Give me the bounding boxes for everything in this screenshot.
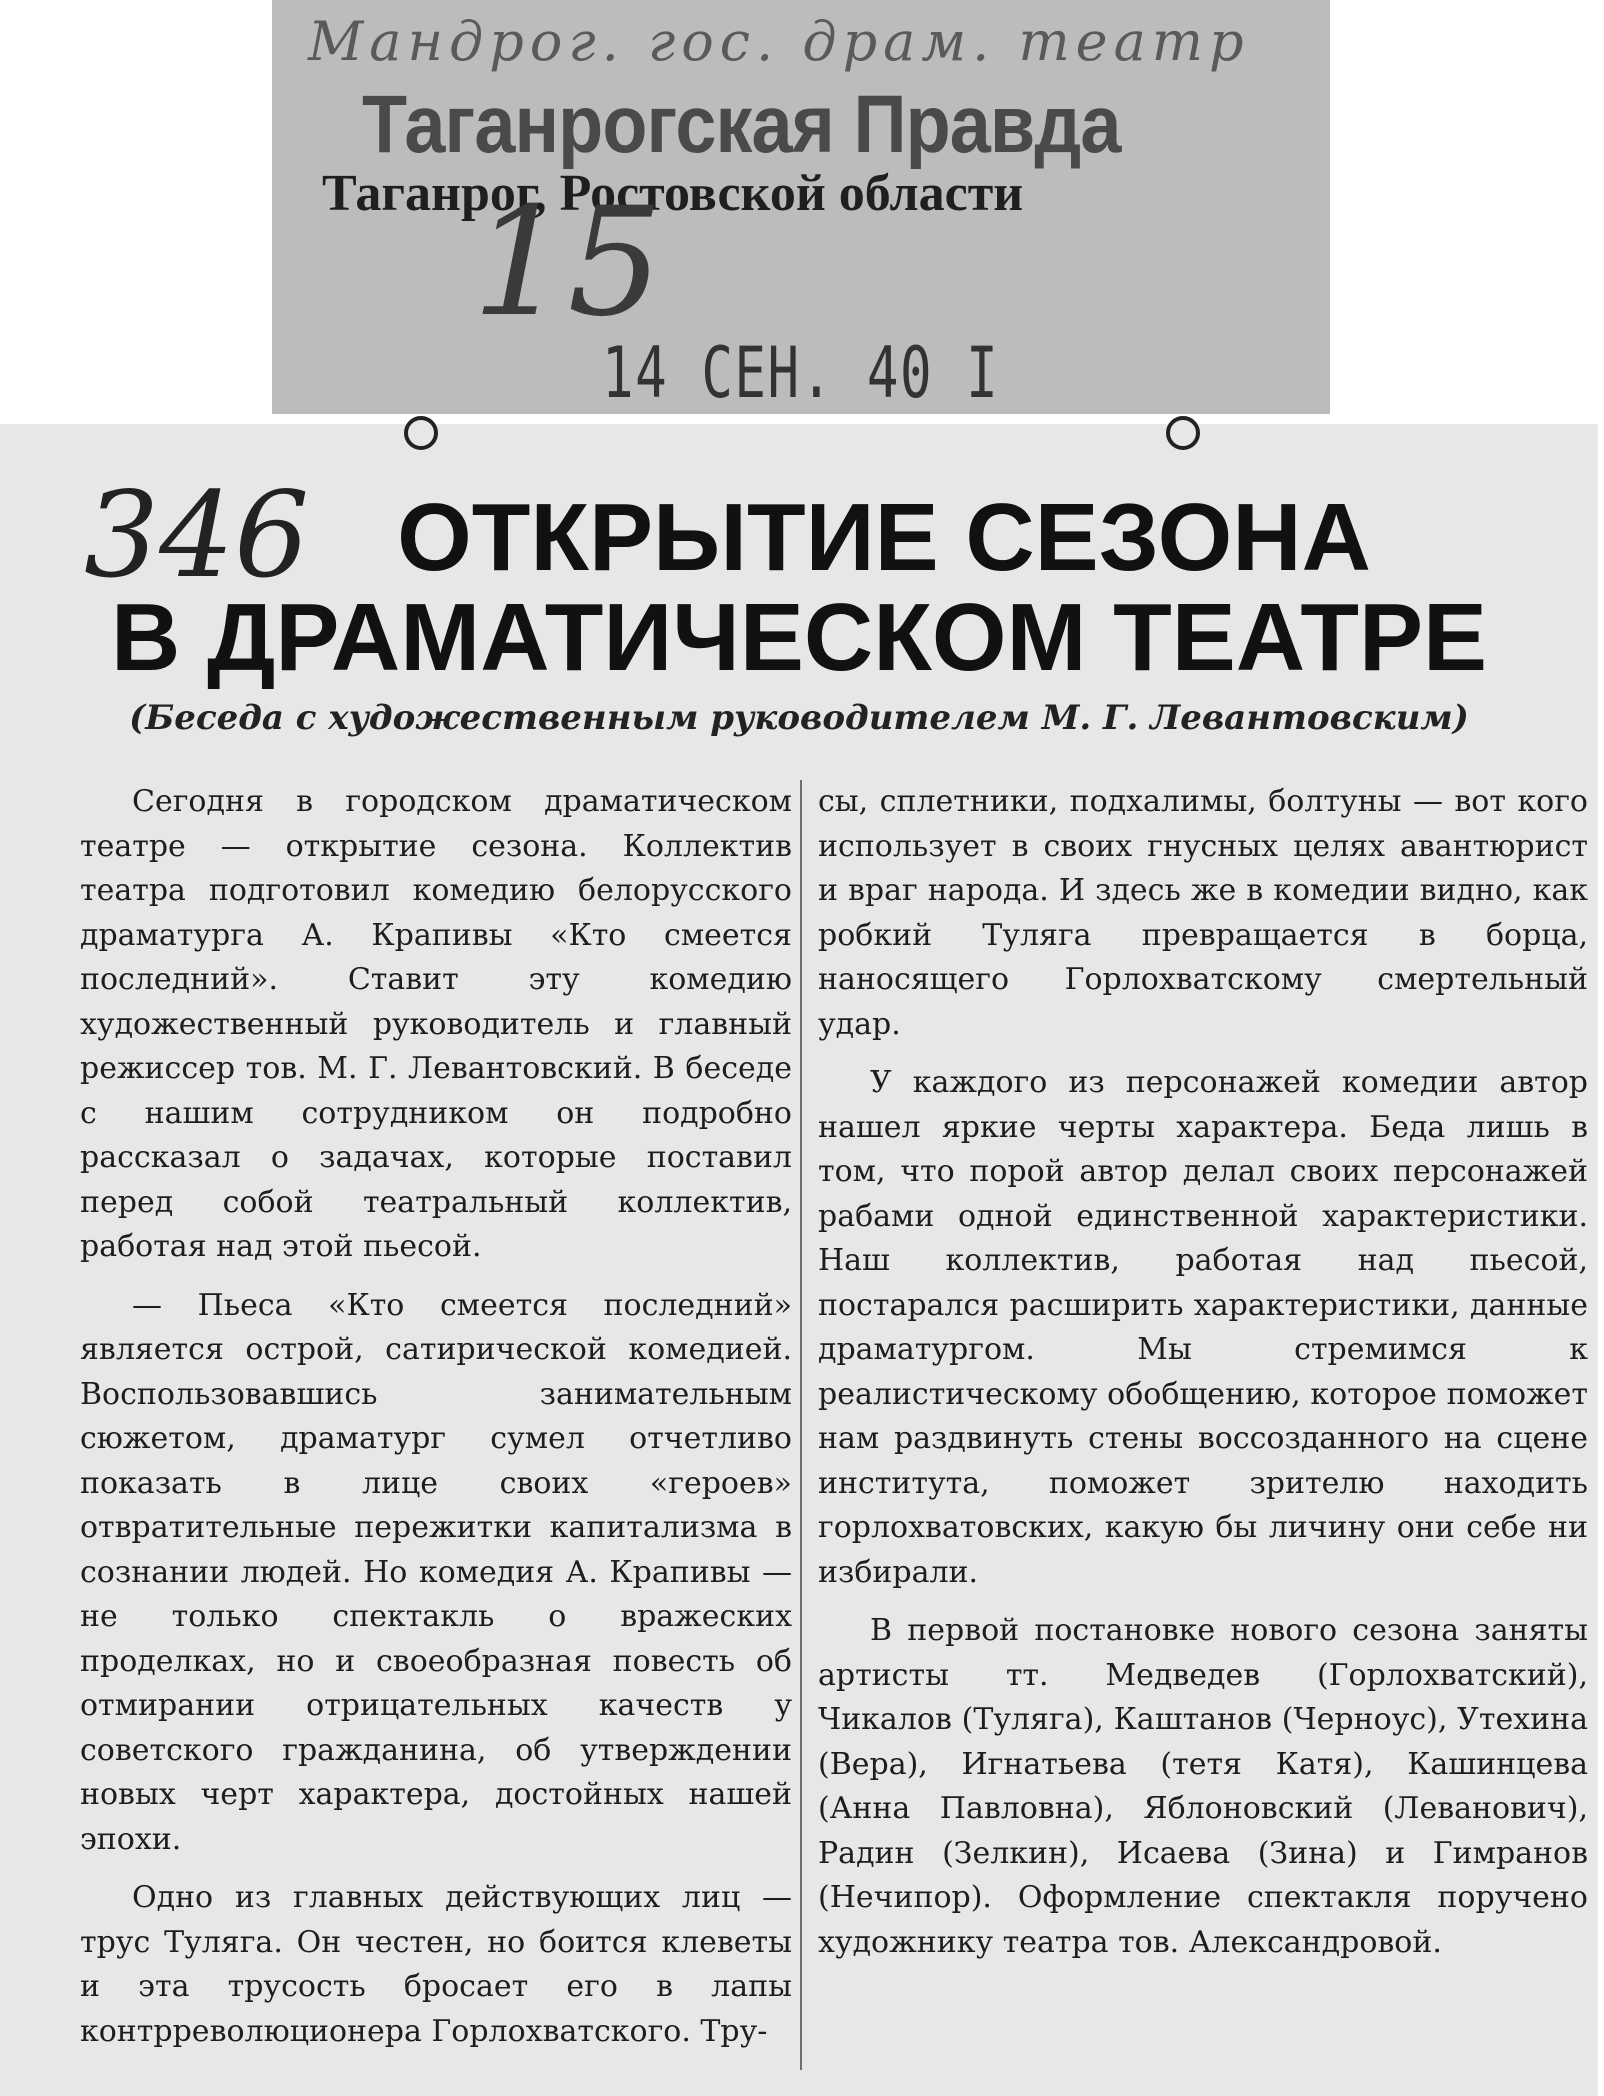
headline-line-2: В ДРАМАТИЧЕСКОМ ТЕАТРЕ (110, 584, 1488, 691)
article-clipping (0, 424, 1598, 2096)
paragraph: — Пьеса «Кто смеется последний» является острой, сатирической комедией. Воспользовавшись занимательным сюжетом, драматург сумел отчетливо показать в лице своих «героев» отвратительные пережитки капитализма в сознании людей. Но комедия А. Крапивы — не только спектакль о вражеских проделках, но и своеобразная повесть об отмирании отрицательных качеств у советского гражданина, об утверждении новых черт характера, достойных нашей эпохи. (80, 1287, 792, 1857)
article-subtitle: (Беседа с художественным руководителем М. Г. Левантовским) (129, 698, 1469, 738)
newspaper-name: Таганрогская Правда (362, 79, 1121, 170)
handwritten-note: Мандрог. гос. драм. театр (308, 10, 1250, 73)
punch-hole-right (1166, 416, 1200, 450)
paragraph: Сегодня в городском драматическом театре — открытие сезона. Коллектив театра подготовил комедию белорусского драматурга А. Крапивы «Кто смеется последний». Ставит эту комедию художественный руководитель и главный режиссер тов. М. Г. Левантовский. В беседе с нашим сотрудником он подробно рассказал о задачах, которые поставил перед собой театральный коллектив, работая над этой пьесой. (80, 784, 792, 1264)
handwritten-number: 15 (472, 176, 663, 350)
punch-hole-left (404, 416, 438, 450)
paragraph: У каждого из персонажей комедии автор нашел яркие черты характера. Беда лишь в том, что порой автор делал своих персонажей рабами одной единственной характеристики. Наш коллектив, работая над пьесой, постарался расширить характеристики, данные драматургом. Мы стремимся к реалистическому обобщению, которое поможет нам раздвинуть стены воссозданного на сцене института, поможет зрителю находить горлохватовских, какую бы личину они себе ни избирали. (818, 1065, 1588, 1590)
headline-line-1: ОТКРЫТИЕ СЕЗОНА (397, 484, 1371, 591)
column-divider (800, 780, 802, 2070)
paragraph: В первой постановке нового сезона заняты артисты тт. Медведев (Горлохватский), Чикалов (Туляга), Каштанов (Черноус), Утехина (Вера), Игнатьева (тетя Катя), Кашинцева (Анна Павловна), Яблоновский (Леванович), Радин (Зелкин), Исаева (Зина) и Гимранов (Нечипор). Оформление спектакля поручено художнику театра тов. Александровой. (818, 1613, 1588, 1960)
paragraph: Одно из главных действующих лиц — трус Туляга. Он честен, но боится клеветы и эта трусость бросает его в лапы контрреволюционера Горлохватского. Тру- (80, 1880, 792, 2049)
paragraph: сы, сплетники, подхалимы, болтуны — вот кого использует в своих гнусных целях авантюрист и враг народа. И здесь же в комедии видно, как робкий Туляга превращается в борца, наносящего Горлохватскому смертельный удар. (818, 784, 1588, 1042)
catalog-number: 346 (84, 466, 310, 604)
right-column (818, 780, 1588, 1979)
left-column (80, 780, 792, 2068)
newspaper-place: Таганрог, Ростовской области (322, 165, 1024, 222)
masthead-clipping (272, 0, 1330, 414)
date-stamp: 14 СЕН. 40 I (602, 332, 1000, 414)
